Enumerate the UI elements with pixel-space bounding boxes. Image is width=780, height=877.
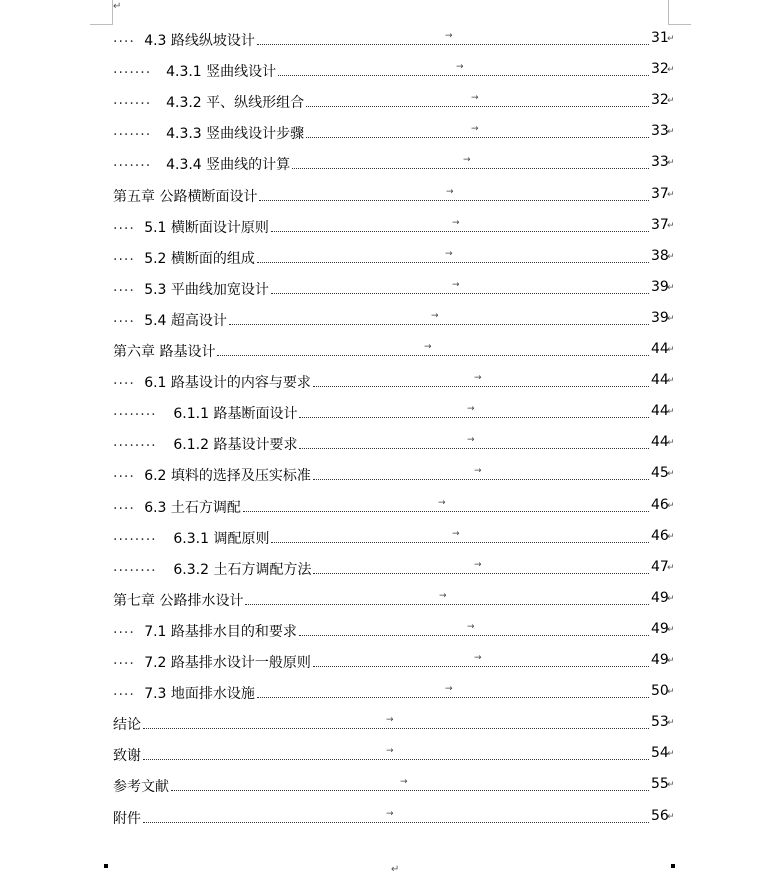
toc-entry-page-number: 37 — [651, 185, 669, 202]
tab-arrow-icon: → — [456, 62, 464, 73]
paragraph-mark-icon: ↵ — [667, 718, 675, 729]
toc-entry-page-number: 39 — [651, 309, 669, 326]
toc-entry-page-number: 47 — [651, 558, 669, 575]
toc-entry[interactable] — [0, 646, 780, 677]
toc-entry-leader-dots: ···· — [113, 282, 135, 299]
tab-arrow-icon: → — [445, 684, 453, 695]
toc-entry-page-number: 44 — [651, 403, 669, 420]
toc-entry-dot-leader — [271, 293, 649, 294]
tab-arrow-icon: → — [463, 155, 471, 166]
tab-arrow-icon: → — [431, 310, 439, 321]
toc-entry-title: 6.1 路基设计的内容与要求 — [144, 375, 311, 392]
paragraph-mark-icon: ↵ — [667, 562, 675, 573]
toc-entry-dot-leader — [259, 200, 649, 201]
tab-arrow-icon: → — [445, 31, 453, 41]
toc-entry-page-number: 49 — [651, 652, 669, 668]
toc-entry[interactable] — [0, 522, 780, 553]
toc-entry-title: 第五章 公路横断面设计 — [113, 188, 258, 205]
paragraph-mark-icon: ↵ — [667, 189, 675, 200]
paragraph-mark-icon: ↵ — [667, 624, 675, 635]
paragraph-mark-icon: ↵ — [667, 687, 675, 698]
toc-entry-title: 6.3.2 土石方调配方法 — [173, 561, 312, 578]
toc-entry-page-number: 49 — [651, 589, 669, 606]
toc-entry-title: 6.2 填料的选择及压实标准 — [144, 468, 311, 485]
toc-entry-page-number: 31 — [651, 30, 669, 46]
tab-arrow-icon: → — [439, 590, 447, 601]
toc-entry-title: 6.3.1 调配原则 — [173, 530, 270, 547]
toc-entry-page-number: 38 — [651, 247, 669, 264]
paragraph-mark-icon: ↵ — [667, 345, 675, 355]
tab-arrow-icon: → — [474, 653, 482, 663]
toc-entry[interactable] — [0, 739, 780, 770]
toc-entry-title: 第七章 公路排水设计 — [113, 592, 244, 609]
toc-entry-page-number: 44 — [651, 341, 669, 357]
toc-entry-page-number: 45 — [651, 465, 669, 482]
toc-entry-dot-leader — [313, 666, 649, 667]
toc-entry-leader-dots: ······· — [113, 65, 152, 82]
toc-entry[interactable] — [0, 55, 780, 86]
toc-entry[interactable] — [0, 708, 780, 739]
toc-entry-page-number: 46 — [651, 527, 669, 544]
toc-entry-title: 4.3 路线纵坡设计 — [144, 33, 255, 49]
tab-arrow-icon: → — [467, 621, 475, 632]
paragraph-mark-icon: ↵ — [667, 251, 675, 262]
toc-entry-dot-leader — [171, 790, 649, 791]
paragraph-mark-icon: ↵ — [667, 220, 675, 231]
toc-entry-dot-leader — [229, 324, 649, 325]
toc-entry-title: 第六章 路基设计 — [113, 344, 216, 360]
toc-entry-page-number: 37 — [651, 216, 669, 233]
paragraph-mark-icon: ↵ — [667, 469, 675, 480]
toc-entry-title: 附件 — [113, 810, 141, 827]
toc-entry-title: 致谢 — [113, 748, 141, 765]
tab-arrow-icon: → — [445, 248, 453, 259]
tab-arrow-icon: → — [452, 528, 460, 539]
toc-entry-dot-leader — [257, 44, 649, 45]
paragraph-mark-icon: ↵ — [667, 593, 675, 604]
toc-entry-dot-leader — [299, 448, 649, 449]
tab-arrow-icon: → — [452, 279, 460, 290]
tab-arrow-icon: → — [400, 777, 408, 788]
tab-arrow-icon: → — [386, 746, 394, 757]
toc-entry-title: 4.3.2 平、纵线形组合 — [166, 95, 305, 112]
toc-entry-title: 4.3.3 竖曲线设计步骤 — [166, 126, 305, 143]
toc-entry-leader-dots: ········ — [113, 407, 157, 424]
tab-arrow-icon: → — [467, 435, 475, 446]
toc-entry-title: 6.3 土石方调配 — [144, 499, 241, 516]
toc-entry-leader-dots: ···· — [113, 251, 135, 268]
toc-entry[interactable] — [0, 802, 780, 833]
toc-entry-title: 7.1 路基排水目的和要求 — [144, 623, 297, 640]
toc-entry[interactable] — [0, 24, 780, 55]
toc-entry-page-number: 33 — [651, 154, 669, 171]
toc-entry-page-number: 54 — [651, 745, 669, 762]
toc-entry-title: 5.2 横断面的组成 — [144, 250, 255, 267]
toc-entry-page-number: 39 — [651, 278, 669, 295]
toc-entry-dot-leader — [243, 511, 649, 512]
toc-entry-dot-leader — [299, 417, 649, 418]
toc-entry[interactable] — [0, 242, 780, 273]
toc-entry-dot-leader — [313, 479, 649, 480]
toc-entry-dot-leader — [292, 168, 649, 169]
toc-entry[interactable] — [0, 397, 780, 428]
toc-entry-title: 结论 — [113, 717, 141, 734]
toc-entry-page-number: 44 — [651, 434, 669, 451]
tab-arrow-icon: → — [471, 124, 479, 135]
toc-entry[interactable] — [0, 428, 780, 459]
toc-entry-dot-leader — [278, 75, 649, 76]
toc-entry-leader-dots: ······· — [113, 158, 152, 175]
top-left-margin-mark — [90, 0, 113, 25]
toc-entry-dot-leader — [143, 728, 649, 729]
paragraph-mark-icon: ↵ — [667, 96, 675, 107]
toc-entry-title: 7.3 地面排水设施 — [144, 686, 255, 703]
paragraph-mark-icon: ↵ — [113, 1, 122, 12]
toc-entry[interactable] — [0, 148, 780, 179]
toc-entry-leader-dots: ········ — [113, 562, 157, 579]
toc-entry-title: 4.3.1 竖曲线设计 — [166, 64, 277, 81]
toc-entry-dot-leader — [143, 822, 649, 823]
paragraph-mark-icon: ↵ — [667, 811, 675, 822]
toc-entry-dot-leader — [271, 231, 649, 232]
toc-entry-page-number: 56 — [651, 807, 669, 824]
toc-entry-title: 5.4 超高设计 — [144, 312, 227, 329]
tab-arrow-icon: → — [474, 373, 482, 384]
toc-entry-dot-leader — [299, 635, 649, 636]
toc-entry[interactable] — [0, 335, 780, 366]
toc-entry-page-number: 32 — [651, 92, 669, 109]
paragraph-mark-icon: ↵ — [667, 34, 675, 44]
tab-arrow-icon: → — [424, 342, 432, 352]
toc-entry-dot-leader — [143, 759, 649, 760]
toc-entry-page-number: 55 — [651, 776, 669, 793]
toc-entry[interactable] — [0, 86, 780, 117]
toc-entry-page-number: 53 — [651, 714, 669, 731]
paragraph-mark-icon: ↵ — [667, 500, 675, 511]
toc-entry-leader-dots: ······· — [113, 127, 152, 144]
toc-entry-leader-dots: ···· — [113, 500, 135, 517]
toc-entry-page-number: 32 — [651, 61, 669, 78]
tab-arrow-icon: → — [474, 559, 482, 570]
toc-entry[interactable] — [0, 584, 780, 615]
paragraph-mark-icon: ↵ — [667, 531, 675, 542]
toc-entry-title: 5.3 平曲线加宽设计 — [144, 281, 269, 298]
top-right-margin-mark — [668, 0, 691, 25]
toc-entry-title: 6.1.1 路基断面设计 — [173, 406, 298, 423]
left-bottom-square-mark — [104, 864, 108, 868]
paragraph-mark-icon: ↵ — [667, 407, 675, 418]
toc-entry-dot-leader — [271, 542, 649, 543]
toc-entry-page-number: 49 — [651, 620, 669, 637]
toc-entry-leader-dots: ···· — [113, 376, 135, 393]
toc-entry[interactable] — [0, 117, 780, 148]
toc-entry-title: 5.1 横断面设计原则 — [144, 219, 269, 236]
toc-entry[interactable] — [0, 491, 780, 522]
toc-entry-leader-dots: ···· — [113, 656, 135, 672]
toc-entry-leader-dots: ···· — [113, 687, 135, 704]
tab-arrow-icon: → — [446, 186, 454, 197]
toc-entry-dot-leader — [313, 386, 649, 387]
toc-entry-leader-dots: ········ — [113, 438, 157, 455]
tab-arrow-icon: → — [386, 715, 394, 726]
paragraph-mark-icon: ↵ — [667, 749, 675, 760]
toc-entry[interactable] — [0, 273, 780, 304]
toc-entry-leader-dots: ···· — [113, 469, 135, 486]
paragraph-mark-icon: ↵ — [667, 780, 675, 791]
toc-entry[interactable] — [0, 615, 780, 646]
toc-entry[interactable] — [0, 366, 780, 397]
toc-entry-page-number: 44 — [651, 372, 669, 389]
toc-entry[interactable] — [0, 770, 780, 801]
toc-entry-dot-leader — [257, 697, 649, 698]
toc-entry-leader-dots: ······· — [113, 96, 152, 113]
tab-arrow-icon: → — [438, 497, 446, 508]
toc-entry[interactable] — [0, 180, 780, 211]
right-bottom-square-mark — [671, 864, 675, 868]
toc-entry[interactable] — [0, 553, 780, 584]
toc-entry-dot-leader — [257, 262, 649, 263]
paragraph-mark-icon: ↵ — [667, 438, 675, 449]
toc-entry[interactable] — [0, 211, 780, 242]
toc-entry[interactable] — [0, 304, 780, 335]
paragraph-mark-icon: ↵ — [667, 127, 675, 138]
paragraph-mark-icon: ↵ — [667, 282, 675, 293]
toc-entry-title: 4.3.4 竖曲线的计算 — [166, 157, 291, 174]
toc-entry-leader-dots: ···· — [113, 220, 135, 237]
tab-arrow-icon: → — [452, 217, 460, 228]
toc-entry-title: 参考文献 — [113, 779, 169, 796]
toc-entry-title: 7.2 路基排水设计一般原则 — [144, 655, 311, 671]
paragraph-mark-icon: ↵ — [667, 656, 675, 666]
toc-entry-dot-leader — [217, 355, 649, 356]
tab-arrow-icon: → — [474, 466, 482, 477]
toc-entry[interactable] — [0, 459, 780, 490]
paragraph-mark-icon: ↵ — [391, 864, 400, 875]
paragraph-mark-icon: ↵ — [667, 158, 675, 169]
paragraph-mark-icon: ↵ — [667, 65, 675, 76]
toc-entry-leader-dots: ···· — [113, 34, 135, 50]
toc-entry-dot-leader — [306, 106, 649, 107]
toc-entry-leader-dots: ········ — [113, 531, 157, 548]
toc-entry-page-number: 50 — [651, 683, 669, 700]
toc-entry-dot-leader — [313, 573, 649, 574]
toc-entry-dot-leader — [245, 604, 649, 605]
tab-arrow-icon: → — [467, 404, 475, 415]
paragraph-mark-icon: ↵ — [667, 376, 675, 387]
toc-entry-leader-dots: ···· — [113, 313, 135, 330]
toc-entry[interactable] — [0, 677, 780, 708]
tab-arrow-icon: → — [471, 93, 479, 104]
paragraph-mark-icon: ↵ — [667, 313, 675, 324]
toc-entry-title: 6.1.2 路基设计要求 — [173, 437, 298, 454]
toc-entry-page-number: 46 — [651, 496, 669, 513]
toc-entry-dot-leader — [306, 137, 649, 138]
toc-entry-page-number: 33 — [651, 123, 669, 140]
toc-entry-leader-dots: ···· — [113, 624, 135, 641]
tab-arrow-icon: → — [386, 808, 394, 819]
